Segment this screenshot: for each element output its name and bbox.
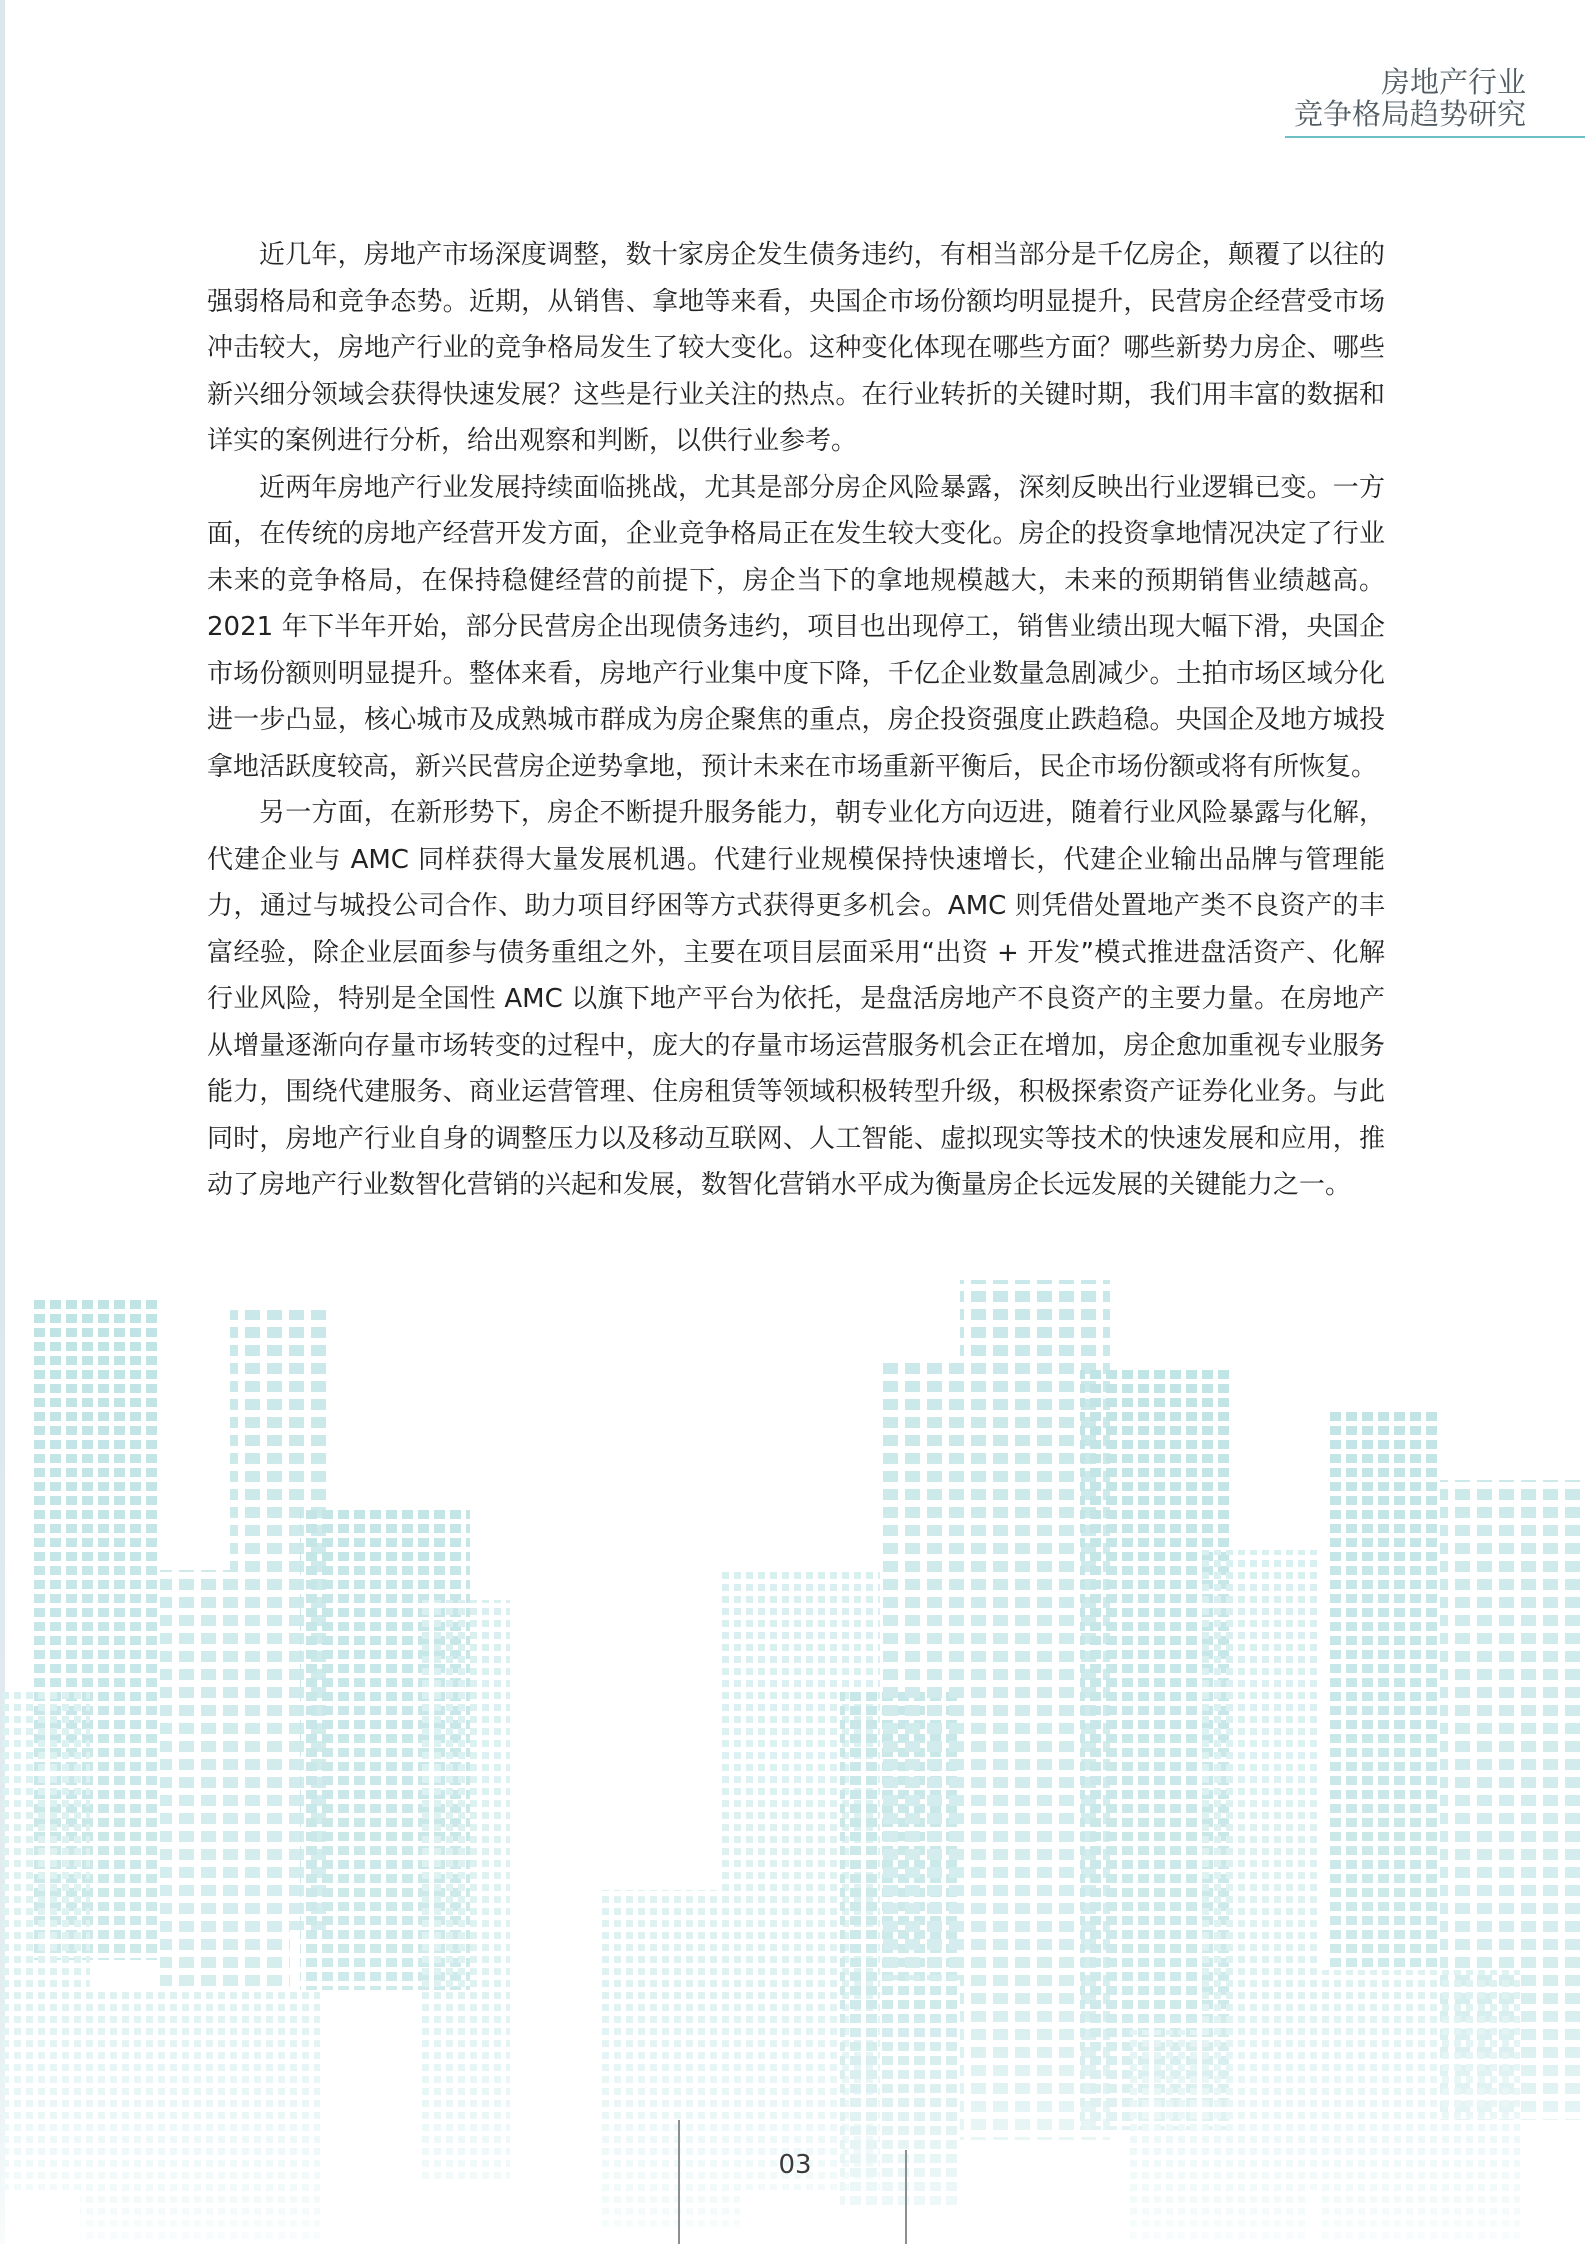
body-text <box>207 232 1385 1209</box>
page-number: 03 <box>778 2150 812 2180</box>
skyline-illustration <box>0 1270 1585 2244</box>
header-subtitle: 竞争格局趋势研究 <box>1293 97 1526 131</box>
header-rule <box>1285 136 1585 138</box>
footer-divider-right <box>905 2150 907 2244</box>
paragraph-competition: 近两年房地产行业发展持续面临挑战，尤其是部分房企风险暴露，深刻反映出行业逻辑已变。一方面，在传统的房地产经营开发方面，企业竞争格局正在发生较大变化。房企的投资拿地情况决定了行业未来的竞争格局，在保持稳健经营的前提下，房企当下的拿地规模越大，未来的预期销售业绩越高。2021 年下半年开始，部分民营房企出现债务违约，项目也出现停工，销售业绩出现大幅下滑，央国企市场份额则明显提升。整体来看，房地产行业集中度下降，千亿企业数量急剧减少。土拍市场区域分化进一步凸显，核心城市及成熟城市群成为房企聚焦的重点，房企投资强度止跌趋稳。央国企及地方城投拿地活跃度较高，新兴民营房企逆势拿地，预计未来在市场重新平衡后，民企市场份额或将有所恢复。 <box>207 472 1385 782</box>
running-header <box>1285 66 1585 146</box>
footer-divider-left <box>678 2120 680 2244</box>
header-title: 房地产行业 <box>1380 65 1526 99</box>
paragraph-intro: 近几年，房地产市场深度调整，数十家房企发生债务违约，有相当部分是千亿房企，颠覆了以往的强弱格局和竞争态势。近期，从销售、拿地等来看，央国企市场份额均明显提升，民营房企经营受市场冲击较大，房地产行业的竞争格局发生了较大变化。这种变化体现在哪些方面？哪些新势力房企、哪些新兴细分领域会获得快速发展？这些是行业关注的热点。在行业转折的关键时期，我们用丰富的数据和详实的案例进行分析，给出观察和判断，以供行业参考。 <box>207 240 1385 456</box>
paragraph-services: 另一方面，在新形势下，房企不断提升服务能力，朝专业化方向迈进，随着行业风险暴露与化解，代建企业与 AMC 同样获得大量发展机遇。代建行业规模保持快速增长，代建企业输出品牌与管理能力，通过与城投公司合作、助力项目纾困等方式获得更多机会。AMC 则凭借处置地产类不良资产的丰富经验，除企业层面参与债务重组之外，主要在项目层面采用“出资 + 开发”模式推进盘活资产、化解行业风险，特别是全国性 AMC 以旗下地产平台为依托，是盘活房地产不良资产的主要力量。在房地产从增量逐渐向存量市场转变的过程中，庞大的存量市场运营服务机会正在增加，房企愈加重视专业服务能力，围绕代建服务、商业运营管理、住房租赁等领域积极转型升级，积极探索资产证券化业务。与此同时，房地产行业自身的调整压力以及移动互联网、人工智能、虚拟现实等技术的快速发展和应用，推动了房地产行业数智化营销的兴起和发展，数智化营销水平成为衡量房企长远发展的关键能力之一。 <box>207 798 1385 1200</box>
